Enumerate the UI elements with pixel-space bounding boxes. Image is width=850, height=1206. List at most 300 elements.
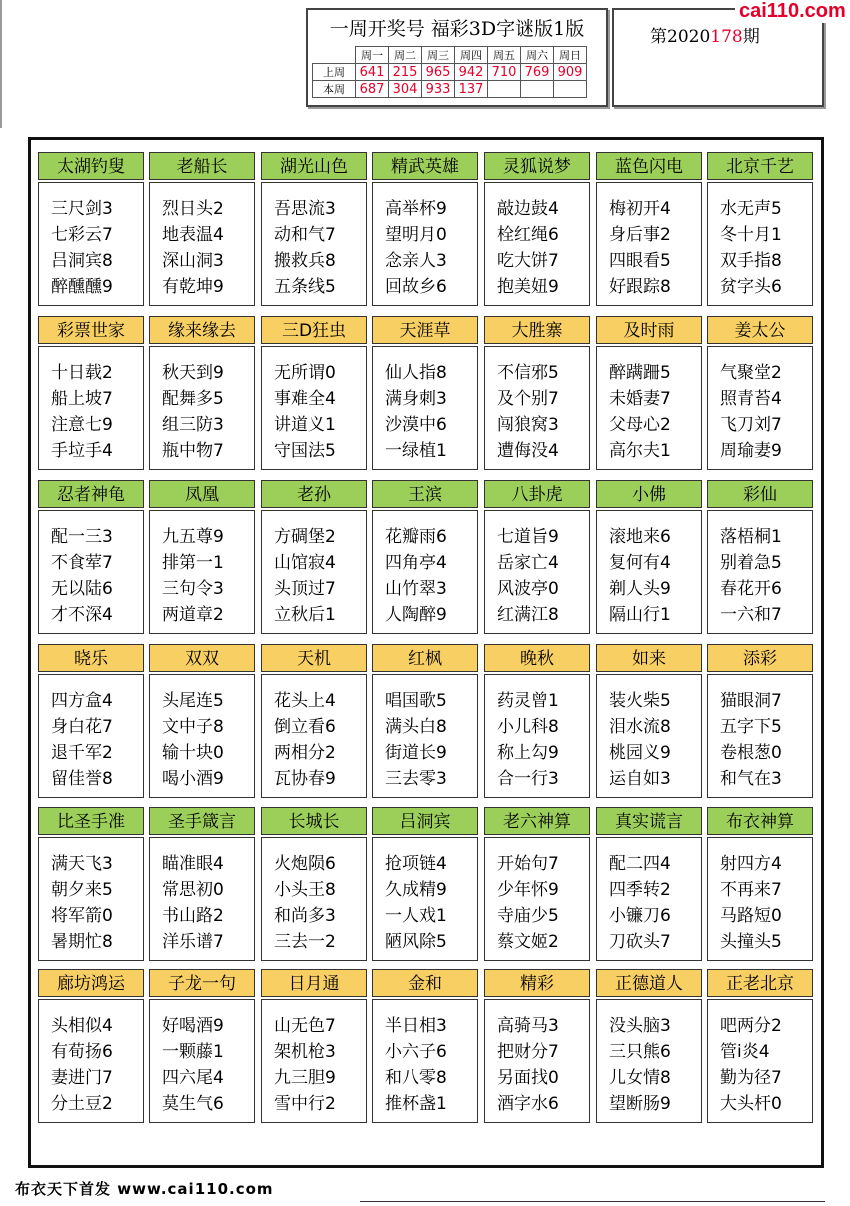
riddle-line: 蔡文姬2 <box>497 932 559 952</box>
riddle-line: 吾思流3 <box>274 199 336 219</box>
draw-number <box>521 81 554 98</box>
riddle-line: 大头杆0 <box>720 1094 782 1114</box>
riddle-card-title: 老六神算 <box>484 807 590 835</box>
riddle-line: 瓦协春9 <box>274 769 336 789</box>
footer-divider <box>360 1201 825 1202</box>
riddle-card-title: 天涯草 <box>372 316 478 344</box>
riddle-card-body <box>596 346 702 470</box>
riddle-card-title: 布衣神算 <box>707 807 813 835</box>
riddle-line: 周瑜妻9 <box>720 441 782 461</box>
riddle-card-body <box>707 346 813 470</box>
riddle-card-body <box>707 510 813 634</box>
weekday-label: 周四 <box>455 47 488 64</box>
riddle-line: 两相分2 <box>274 743 336 763</box>
weekly-results-title: 一周开奖号 福彩3D字谜版1版 <box>329 18 585 40</box>
riddle-line: 高骑马3 <box>497 1016 559 1036</box>
riddle-line: 地表温4 <box>162 225 224 245</box>
riddle-line: 没头脑3 <box>609 1016 671 1036</box>
riddle-card-title: 金和 <box>372 969 478 997</box>
riddle-card-title: 正德道人 <box>596 969 702 997</box>
riddle-line: 四季转2 <box>609 880 671 900</box>
riddle-line: 称上勾9 <box>497 743 559 763</box>
riddle-line: 头尾连5 <box>162 691 224 711</box>
riddle-card-title: 圣手箴言 <box>149 807 255 835</box>
riddle-line: 山馆寂4 <box>274 553 336 573</box>
riddle-card-title: 双双 <box>149 644 255 672</box>
riddle-card <box>596 807 702 961</box>
riddle-line: 三句令3 <box>162 579 224 599</box>
riddle-card-title: 廊坊鸿运 <box>38 969 144 997</box>
riddle-line: 红满江8 <box>497 605 559 625</box>
riddle-line: 一人戏1 <box>385 906 447 926</box>
riddle-line: 管i炎4 <box>720 1042 770 1062</box>
riddle-line: 四方盒4 <box>51 691 113 711</box>
riddle-line: 醉醺醺9 <box>51 277 113 297</box>
riddle-line: 复何有4 <box>609 553 671 573</box>
riddle-card <box>38 969 144 1123</box>
issue-suffix: 期 <box>742 27 760 47</box>
riddle-line: 高尔夫1 <box>609 441 671 461</box>
riddle-card-body <box>596 510 702 634</box>
riddle-line: 药灵曾1 <box>497 691 559 711</box>
riddle-card-title: 灵狐说梦 <box>484 152 590 180</box>
riddle-line: 飞刀刘7 <box>720 415 782 435</box>
riddle-card <box>149 807 255 961</box>
riddle-card-title: 真实谎言 <box>596 807 702 835</box>
riddle-line: 念亲人3 <box>385 251 447 271</box>
riddle-line: 瓶中物7 <box>162 441 224 461</box>
this-week-row <box>313 81 587 98</box>
riddle-line: 莫生气6 <box>162 1094 224 1114</box>
riddle-card <box>261 480 367 634</box>
riddle-line: 一六和7 <box>720 605 782 625</box>
riddle-line: 遭侮没4 <box>497 441 559 461</box>
riddle-line: 猫眼洞7 <box>720 691 782 711</box>
riddle-line: 倒立看6 <box>274 717 336 737</box>
riddle-line: 花头上4 <box>274 691 336 711</box>
riddle-line: 气聚堂2 <box>720 363 782 383</box>
riddle-line: 好跟踪8 <box>609 277 671 297</box>
riddle-line: 寺庙少5 <box>497 906 559 926</box>
riddle-card <box>38 644 144 798</box>
last-week-row <box>313 64 587 81</box>
riddle-card <box>372 644 478 798</box>
riddle-card-body <box>38 674 144 798</box>
weekday-header-row <box>313 47 587 64</box>
weekday-label: 周六 <box>521 47 554 64</box>
riddle-line: 常思初0 <box>162 880 224 900</box>
riddle-line: 才不深4 <box>51 605 113 625</box>
riddle-card <box>261 316 367 470</box>
riddle-line: 七道旨9 <box>497 527 559 547</box>
riddle-line: 半日相3 <box>385 1016 447 1036</box>
riddle-line: 照青苔4 <box>720 389 782 409</box>
riddle-card <box>261 969 367 1123</box>
riddle-card-title: 彩票世家 <box>38 316 144 344</box>
riddle-line: 望断肠9 <box>609 1094 671 1114</box>
riddle-line: 立秋后1 <box>274 605 336 625</box>
riddle-card-title: 子龙一句 <box>149 969 255 997</box>
weekly-results-panel <box>306 8 608 107</box>
riddle-line: 马路短0 <box>720 906 782 926</box>
draw-number <box>554 81 587 98</box>
riddle-line: 身白花7 <box>51 717 113 737</box>
riddle-line: 卷根葱0 <box>720 743 782 763</box>
riddle-line: 小儿科8 <box>497 717 559 737</box>
riddle-card <box>707 152 813 306</box>
riddle-line: 沙漠中6 <box>385 415 447 435</box>
riddle-card-body <box>149 510 255 634</box>
riddle-card-body <box>484 346 590 470</box>
riddle-card-body <box>484 510 590 634</box>
riddle-line: 船上坡7 <box>51 389 113 409</box>
riddle-card-title: 精彩 <box>484 969 590 997</box>
riddle-card <box>38 480 144 634</box>
riddle-card-title: 及时雨 <box>596 316 702 344</box>
riddle-line: 山无色7 <box>274 1016 336 1036</box>
riddle-line: 方碉堡2 <box>274 527 336 547</box>
riddle-line: 两道章2 <box>162 605 224 625</box>
riddle-line: 事难全4 <box>274 389 336 409</box>
riddle-line: 运自如3 <box>609 769 671 789</box>
riddle-line: 栓红绳6 <box>497 225 559 245</box>
riddle-card <box>484 644 590 798</box>
riddle-card <box>596 969 702 1123</box>
riddle-line: 四六尾4 <box>162 1068 224 1088</box>
riddle-card-body <box>38 510 144 634</box>
riddle-line: 勤为径7 <box>720 1068 782 1088</box>
riddle-line: 和尚多3 <box>274 906 336 926</box>
riddle-line: 手垃手4 <box>51 441 113 461</box>
riddle-card <box>484 807 590 961</box>
riddle-card <box>372 807 478 961</box>
riddle-card <box>596 644 702 798</box>
riddle-card-title: 正老北京 <box>707 969 813 997</box>
riddle-line: 仙人指8 <box>385 363 447 383</box>
riddle-card-title: 彩仙 <box>707 480 813 508</box>
riddle-card <box>38 152 144 306</box>
riddle-card-title: 八卦虎 <box>484 480 590 508</box>
riddle-card-title: 天机 <box>261 644 367 672</box>
riddle-card <box>484 152 590 306</box>
riddle-card-body <box>707 999 813 1123</box>
riddle-card-body <box>484 182 590 306</box>
riddle-line: 满头白8 <box>385 717 447 737</box>
riddle-card-title: 老孙 <box>261 480 367 508</box>
riddle-card <box>707 807 813 961</box>
weekday-label: 周五 <box>488 47 521 64</box>
riddle-card-title: 小佛 <box>596 480 702 508</box>
corner-cell <box>313 47 356 64</box>
riddle-card <box>596 316 702 470</box>
riddle-card <box>372 316 478 470</box>
riddle-card-body <box>261 999 367 1123</box>
riddle-card-body <box>372 837 478 961</box>
riddle-card <box>149 316 255 470</box>
riddle-line: 贫字头6 <box>720 277 782 297</box>
draw-number: 965 <box>422 64 455 81</box>
riddle-card-body <box>261 182 367 306</box>
riddle-card-body <box>38 182 144 306</box>
riddle-line: 人陶醉9 <box>385 605 447 625</box>
riddle-card <box>484 480 590 634</box>
riddle-line: 吃大饼7 <box>497 251 559 271</box>
riddle-card-body <box>596 999 702 1123</box>
riddle-card-body <box>149 346 255 470</box>
riddle-card <box>484 969 590 1123</box>
riddle-card-body <box>149 837 255 961</box>
riddle-line: 隔山行1 <box>609 605 671 625</box>
riddle-card-title: 王滨 <box>372 480 478 508</box>
riddle-line: 闯狼窝3 <box>497 415 559 435</box>
riddle-line: 四眼看5 <box>609 251 671 271</box>
riddle-card <box>149 480 255 634</box>
riddle-line: 分土豆2 <box>51 1094 113 1114</box>
riddle-card <box>372 969 478 1123</box>
riddle-line: 满天飞3 <box>51 854 113 874</box>
riddle-card-title: 大胜寨 <box>484 316 590 344</box>
riddle-card-body <box>149 999 255 1123</box>
riddle-line: 小镰刀6 <box>609 906 671 926</box>
riddle-card-title: 吕洞宾 <box>372 807 478 835</box>
riddle-card-body <box>596 674 702 798</box>
riddle-line: 开始句7 <box>497 854 559 874</box>
riddle-card-body <box>372 182 478 306</box>
riddle-card-title: 长城长 <box>261 807 367 835</box>
riddle-card <box>149 644 255 798</box>
riddle-line: 一绿植1 <box>385 441 447 461</box>
riddle-card-body <box>149 182 255 306</box>
riddle-line: 五条线5 <box>274 277 336 297</box>
draw-number: 641 <box>356 64 389 81</box>
riddle-line: 讲道义1 <box>274 415 336 435</box>
riddle-card-body <box>596 837 702 961</box>
weekday-label: 周三 <box>422 47 455 64</box>
riddle-line: 未婚妻7 <box>609 389 671 409</box>
riddle-line: 洋乐谱7 <box>162 932 224 952</box>
riddle-card <box>372 152 478 306</box>
riddle-card <box>707 644 813 798</box>
riddle-card <box>596 152 702 306</box>
riddle-line: 瞄准眼4 <box>162 854 224 874</box>
weekday-label: 周日 <box>554 47 587 64</box>
riddle-card-title: 姜太公 <box>707 316 813 344</box>
riddle-line: 身后事2 <box>609 225 671 245</box>
draw-number: 687 <box>356 81 389 98</box>
riddle-card-title: 比圣手准 <box>38 807 144 835</box>
riddle-card-body <box>38 346 144 470</box>
riddle-card-title: 老船长 <box>149 152 255 180</box>
riddle-card-body <box>707 182 813 306</box>
riddle-line: 头撞头5 <box>720 932 782 952</box>
draw-number: 710 <box>488 64 521 81</box>
riddle-line: 三去零3 <box>385 769 447 789</box>
riddle-line: 守国法5 <box>274 441 336 461</box>
riddle-line: 别着急5 <box>720 553 782 573</box>
riddle-line: 敲边鼓4 <box>497 199 559 219</box>
left-border-line <box>0 0 2 128</box>
riddle-line: 配舞多5 <box>162 389 224 409</box>
riddle-card <box>596 480 702 634</box>
riddle-card-title: 晚秋 <box>484 644 590 672</box>
riddle-line: 留佳誉8 <box>51 769 113 789</box>
riddle-card-body <box>261 346 367 470</box>
riddle-line: 组三防3 <box>162 415 224 435</box>
draw-number: 304 <box>389 81 422 98</box>
riddle-card <box>149 152 255 306</box>
riddle-card-body <box>484 837 590 961</box>
riddle-line: 少年怀9 <box>497 880 559 900</box>
riddle-card-title: 凤凰 <box>149 480 255 508</box>
riddle-card-title: 三D狂虫 <box>261 316 367 344</box>
riddle-line: 架机枪3 <box>274 1042 336 1062</box>
riddle-card-body <box>372 674 478 798</box>
riddle-line: 推杯盏1 <box>385 1094 447 1114</box>
riddle-line: 唱国歌5 <box>385 691 447 711</box>
riddle-line: 注意七9 <box>51 415 113 435</box>
riddle-line: 把财分7 <box>497 1042 559 1062</box>
riddle-line: 风波亭0 <box>497 579 559 599</box>
riddle-line: 火炮陨6 <box>274 854 336 874</box>
riddle-line: 抢项链4 <box>385 854 447 874</box>
riddle-line: 无所谓0 <box>274 363 336 383</box>
riddle-line: 七彩云7 <box>51 225 113 245</box>
riddle-line: 九五尊9 <box>162 527 224 547</box>
draw-number: 942 <box>455 64 488 81</box>
riddle-card-title: 北京千艺 <box>707 152 813 180</box>
this-week-label: 本周 <box>313 81 356 98</box>
riddle-card-title: 如来 <box>596 644 702 672</box>
riddle-card <box>372 480 478 634</box>
riddle-card-body <box>484 999 590 1123</box>
riddle-line: 三尺剑3 <box>51 199 113 219</box>
riddle-card-body <box>707 837 813 961</box>
riddle-line: 及个别7 <box>497 389 559 409</box>
riddle-line: 排第一1 <box>162 553 224 573</box>
riddle-line: 久成精9 <box>385 880 447 900</box>
riddle-card-body <box>372 510 478 634</box>
issue-prefix: 第2020 <box>650 27 711 47</box>
riddle-card <box>261 644 367 798</box>
riddle-line: 小头王8 <box>274 880 336 900</box>
riddle-card-title: 忍者神龟 <box>38 480 144 508</box>
riddle-line: 花瓣雨6 <box>385 527 447 547</box>
riddle-line: 刀砍头7 <box>609 932 671 952</box>
riddle-card-title: 日月通 <box>261 969 367 997</box>
riddle-line: 满身刺3 <box>385 389 447 409</box>
riddle-line: 酒字水6 <box>497 1094 559 1114</box>
riddle-card-title: 添彩 <box>707 644 813 672</box>
riddle-line: 望明月0 <box>385 225 447 245</box>
site-logo: cai110.com <box>735 0 850 23</box>
riddle-line: 不再来7 <box>720 880 782 900</box>
riddle-card <box>38 316 144 470</box>
riddle-line: 父母心2 <box>609 415 671 435</box>
riddle-line: 水无声5 <box>720 199 782 219</box>
riddle-line: 滚地来6 <box>609 527 671 547</box>
riddle-line: 妻进门7 <box>51 1068 113 1088</box>
riddle-line: 儿女情8 <box>609 1068 671 1088</box>
riddle-line: 输十块0 <box>162 743 224 763</box>
draw-number: 215 <box>389 64 422 81</box>
riddle-line: 装火柴5 <box>609 691 671 711</box>
riddle-card-title: 红枫 <box>372 644 478 672</box>
riddle-line: 深山洞3 <box>162 251 224 271</box>
riddle-line: 另面找0 <box>497 1068 559 1088</box>
riddle-line: 配一三3 <box>51 527 113 547</box>
riddle-line: 搬救兵8 <box>274 251 336 271</box>
riddle-line: 文中子8 <box>162 717 224 737</box>
riddle-card-body <box>596 182 702 306</box>
last-week-label: 上周 <box>313 64 356 81</box>
riddle-line: 烈日头2 <box>162 199 224 219</box>
riddle-line: 小六子6 <box>385 1042 447 1062</box>
riddle-card-body <box>261 837 367 961</box>
footer-text: 布衣天下首发 www.cai110.com <box>15 1180 274 1198</box>
riddle-card-body <box>261 674 367 798</box>
riddle-line: 秋天到9 <box>162 363 224 383</box>
riddle-line: 暑期忙8 <box>51 932 113 952</box>
weekday-label: 周二 <box>389 47 422 64</box>
riddle-line: 剃人头9 <box>609 579 671 599</box>
riddle-line: 雪中行2 <box>274 1094 336 1114</box>
riddle-line: 桃园义9 <box>609 743 671 763</box>
riddle-card <box>707 316 813 470</box>
riddle-line: 头相似4 <box>51 1016 113 1036</box>
weekday-label: 周一 <box>356 47 389 64</box>
riddle-line: 和八零8 <box>385 1068 447 1088</box>
riddle-card-body <box>372 999 478 1123</box>
draw-number: 933 <box>422 81 455 98</box>
riddle-line: 头顶过7 <box>274 579 336 599</box>
weekly-results-table <box>312 46 587 98</box>
riddle-card-title: 晓乐 <box>38 644 144 672</box>
riddle-line: 配二四4 <box>609 854 671 874</box>
riddle-line: 醉蹒跚5 <box>609 363 671 383</box>
riddle-line: 陋风除5 <box>385 932 447 952</box>
riddle-line: 好喝酒9 <box>162 1016 224 1036</box>
riddle-card-title: 精武英雄 <box>372 152 478 180</box>
riddle-line: 岳家亡4 <box>497 553 559 573</box>
riddle-card <box>261 152 367 306</box>
riddle-line: 九三胆9 <box>274 1068 336 1088</box>
riddle-line: 四角亭4 <box>385 553 447 573</box>
riddle-card-body <box>38 837 144 961</box>
riddle-line: 十日载2 <box>51 363 113 383</box>
draw-number: 137 <box>455 81 488 98</box>
draw-number: 909 <box>554 64 587 81</box>
riddle-card-title: 蓝色闪电 <box>596 152 702 180</box>
riddle-line: 喝小酒9 <box>162 769 224 789</box>
riddle-card-title: 湖光山色 <box>261 152 367 180</box>
riddle-line: 无以陆6 <box>51 579 113 599</box>
riddle-line: 合一行3 <box>497 769 559 789</box>
riddle-card <box>261 807 367 961</box>
riddle-card <box>484 316 590 470</box>
riddle-line: 山竹翠3 <box>385 579 447 599</box>
riddle-line: 抱美妞9 <box>497 277 559 297</box>
riddle-line: 朝夕来5 <box>51 880 113 900</box>
riddle-card-title: 缘来缘去 <box>149 316 255 344</box>
riddle-card <box>149 969 255 1123</box>
riddle-line: 街道长9 <box>385 743 447 763</box>
riddle-line: 梅初开4 <box>609 199 671 219</box>
riddle-card-body <box>707 674 813 798</box>
riddle-line: 吕洞宾8 <box>51 251 113 271</box>
riddle-card-title: 太湖钓叟 <box>38 152 144 180</box>
riddle-line: 不食荤7 <box>51 553 113 573</box>
riddle-card-body <box>149 674 255 798</box>
